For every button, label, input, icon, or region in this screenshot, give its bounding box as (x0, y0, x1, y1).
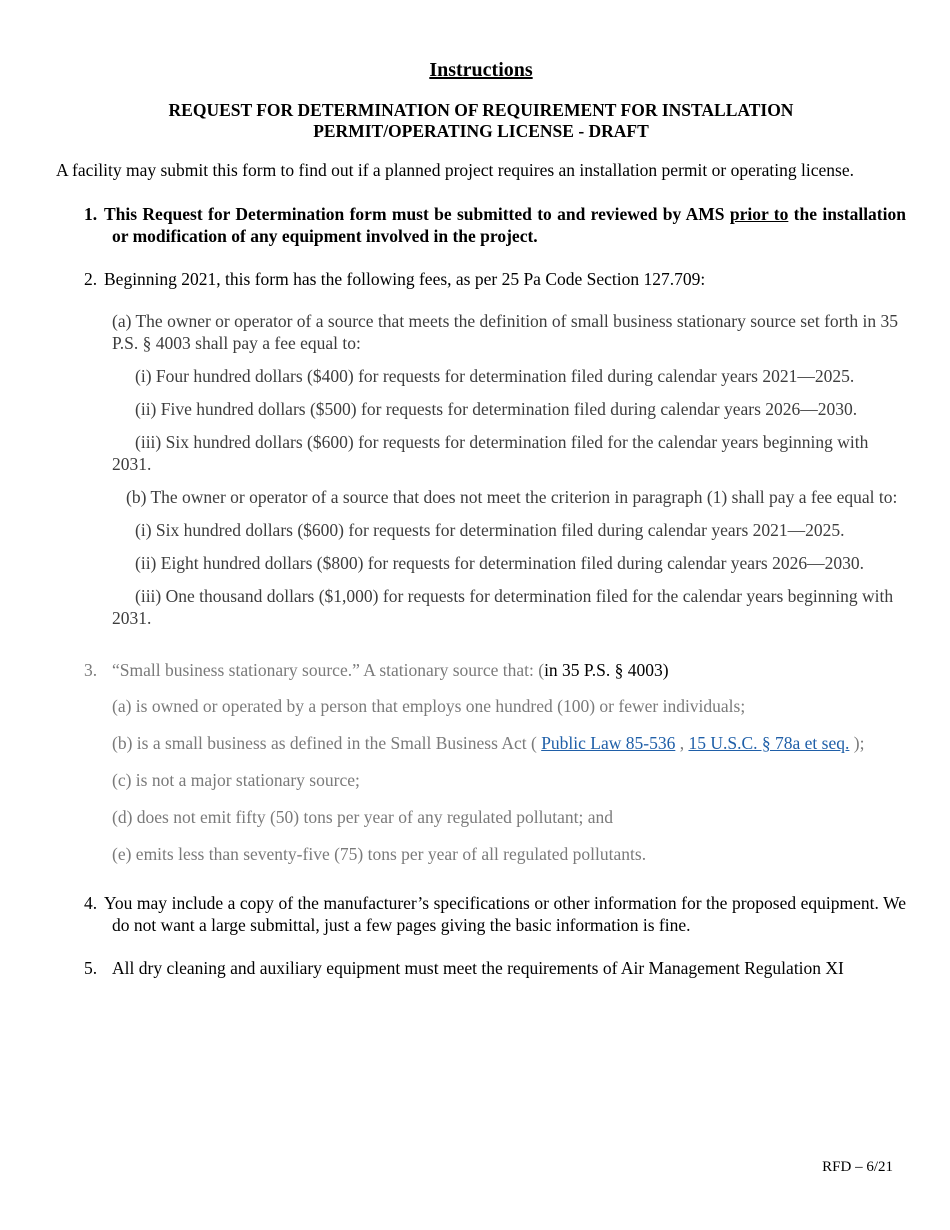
usc-link[interactable]: 15 U.S.C. § 78a et seq. (688, 733, 850, 753)
item-number: 2. (84, 269, 98, 289)
definition-a: (a) is owned or operated by a person that employs one hundred (100) or fewer individuals; (112, 696, 746, 716)
subtitle-line-1: REQUEST FOR DETERMINATION OF REQUIREMENT FOR INSTALLATION (168, 100, 794, 120)
form-revision-footer: RFD – 6/21 (822, 1159, 893, 1175)
fee-schedule (56, 310, 906, 629)
intro-paragraph: A facility may submit this form to find out if a planned project requires an installation permit or operating license. (56, 160, 854, 180)
fee-a-i: (i) Four hundred dollars ($400) for requests for determination filed during calendar years 2021—2025. (135, 366, 855, 386)
page-title: Instructions (429, 59, 533, 81)
form-subtitle (56, 100, 906, 142)
instruction-item-5 (56, 957, 906, 979)
fee-b-i: (i) Six hundred dollars ($600) for requests for determination filed during calendar years 2021—2025. (135, 520, 845, 540)
item-number: 3. (84, 660, 98, 680)
fee-b-iii: (iii) One thousand dollars ($1,000) for requests for determination filed for the calendar years beginning with 2031. (112, 586, 894, 628)
instruction-item-1 (56, 203, 906, 247)
item-number: 5. (84, 958, 98, 978)
item-4-text: You may include a copy of the manufacturer’s specifications or other information for the proposed equipment. We do not want a large submittal, just a few pages giving the basic information is fine. (104, 893, 906, 935)
fee-a-ii: (ii) Five hundred dollars ($500) for requests for determination filed during calendar years 2026—2030. (135, 399, 858, 419)
item-1-text-before: This Request for Determination form must be submitted to and reviewed by AMS (104, 204, 730, 224)
item-1-underlined: prior to (729, 204, 789, 224)
document-page (56, 58, 906, 979)
item-number: 1. (84, 204, 98, 224)
definition-b-after: ); (849, 733, 865, 753)
fee-b: (b) The owner or operator of a source that does not meet the criterion in paragraph (1) shall pay a fee equal to: (126, 487, 898, 507)
fee-b-ii: (ii) Eight hundred dollars ($800) for requests for determination filed during calendar years 2026—2030. (135, 553, 864, 573)
item-5-text: All dry cleaning and auxiliary equipment must meet the requirements of Air Management Regulation XI (112, 958, 844, 978)
item-3-text: “Small business stationary source.” A stationary source that: ( (112, 660, 545, 680)
public-law-link[interactable]: Public Law 85-536 (541, 733, 676, 753)
instruction-item-4 (56, 892, 906, 936)
fee-a-iii: (iii) Six hundred dollars ($600) for requests for determination filed for the calendar years beginning with 2031. (112, 432, 869, 474)
definition-b-before: (b) is a small business as defined in the Small Business Act ( (112, 733, 542, 753)
definition-e: (e) emits less than seventy-five (75) tons per year of all regulated pollutants. (112, 844, 647, 864)
fee-a: (a) The owner or operator of a source that meets the definition of small business stationary source set forth in 35 P.S. § 4003 shall pay a fee equal to: (112, 311, 898, 353)
instruction-item-3 (56, 659, 906, 681)
item-1-text (104, 204, 906, 246)
definition-b-mid: , (675, 733, 689, 753)
small-business-definition (56, 695, 906, 865)
item-number: 4. (84, 893, 98, 913)
definition-b (112, 732, 906, 754)
definition-d: (d) does not emit fifty (50) tons per year of any regulated pollutant; and (112, 807, 614, 827)
subtitle-line-2: PERMIT/OPERATING LICENSE - DRAFT (313, 121, 649, 141)
item-2-text: Beginning 2021, this form has the following fees, as per 25 Pa Code Section 127.709: (104, 269, 706, 289)
item-3-citation: in 35 P.S. § 4003) (544, 660, 669, 680)
item-1-text-after: the installation or modification of any equipment involved in the project. (112, 204, 906, 246)
definition-c: (c) is not a major stationary source; (112, 770, 360, 790)
instruction-item-2 (56, 268, 906, 290)
